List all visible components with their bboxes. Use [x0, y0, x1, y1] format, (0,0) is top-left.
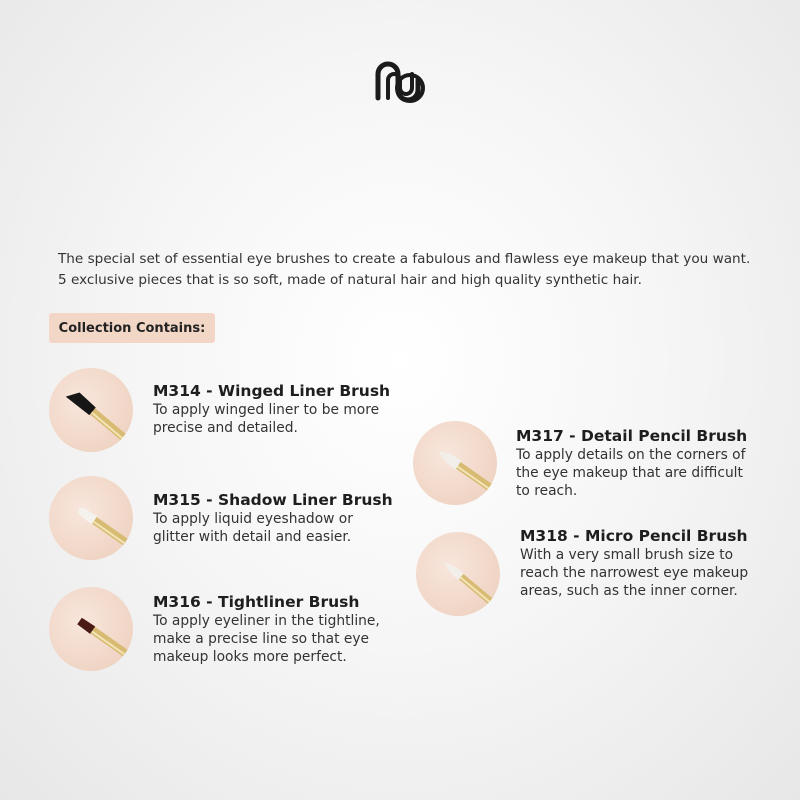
micro-pencil-brush-icon: [416, 532, 500, 616]
product-title: M316 - Tightliner Brush: [153, 593, 360, 611]
product-description: With a very small brush size to reach the narrowest eye makeup areas, such as the inner corner.: [520, 547, 749, 599]
product-title: M314 - Winged Liner Brush: [153, 382, 391, 400]
product-title: M315 - Shadow Liner Brush: [153, 491, 393, 509]
product-description: To apply liquid eyeshadow or glitter with detail and easier.: [153, 511, 353, 545]
product-description: To apply winged liner to be more precise and detailed.: [153, 402, 380, 436]
detail-pencil-brush-icon: [413, 421, 497, 505]
product-description: To apply details on the corners of the eye makeup that are difficult to reach.: [516, 447, 746, 499]
tightliner-brush-icon: [49, 587, 133, 671]
winged-liner-brush-icon: [49, 368, 133, 452]
intro-text: The special set of essential eye brushes to create a fabulous and flawless eye makeup that you want. 5 exclusive pieces that is so soft, made of natural hair and high quality synthetic hair.: [58, 251, 751, 288]
brand-logo-icon: [372, 58, 428, 106]
product-title: M317 - Detail Pencil Brush: [516, 427, 748, 445]
shadow-liner-brush-icon: [49, 476, 133, 560]
product-description: To apply eyeliner in the tightline, make a precise line so that eye makeup looks more perfect.: [153, 613, 380, 665]
collection-contains-badge: Collection Contains:: [49, 313, 215, 343]
product-title: M318 - Micro Pencil Brush: [520, 527, 748, 545]
